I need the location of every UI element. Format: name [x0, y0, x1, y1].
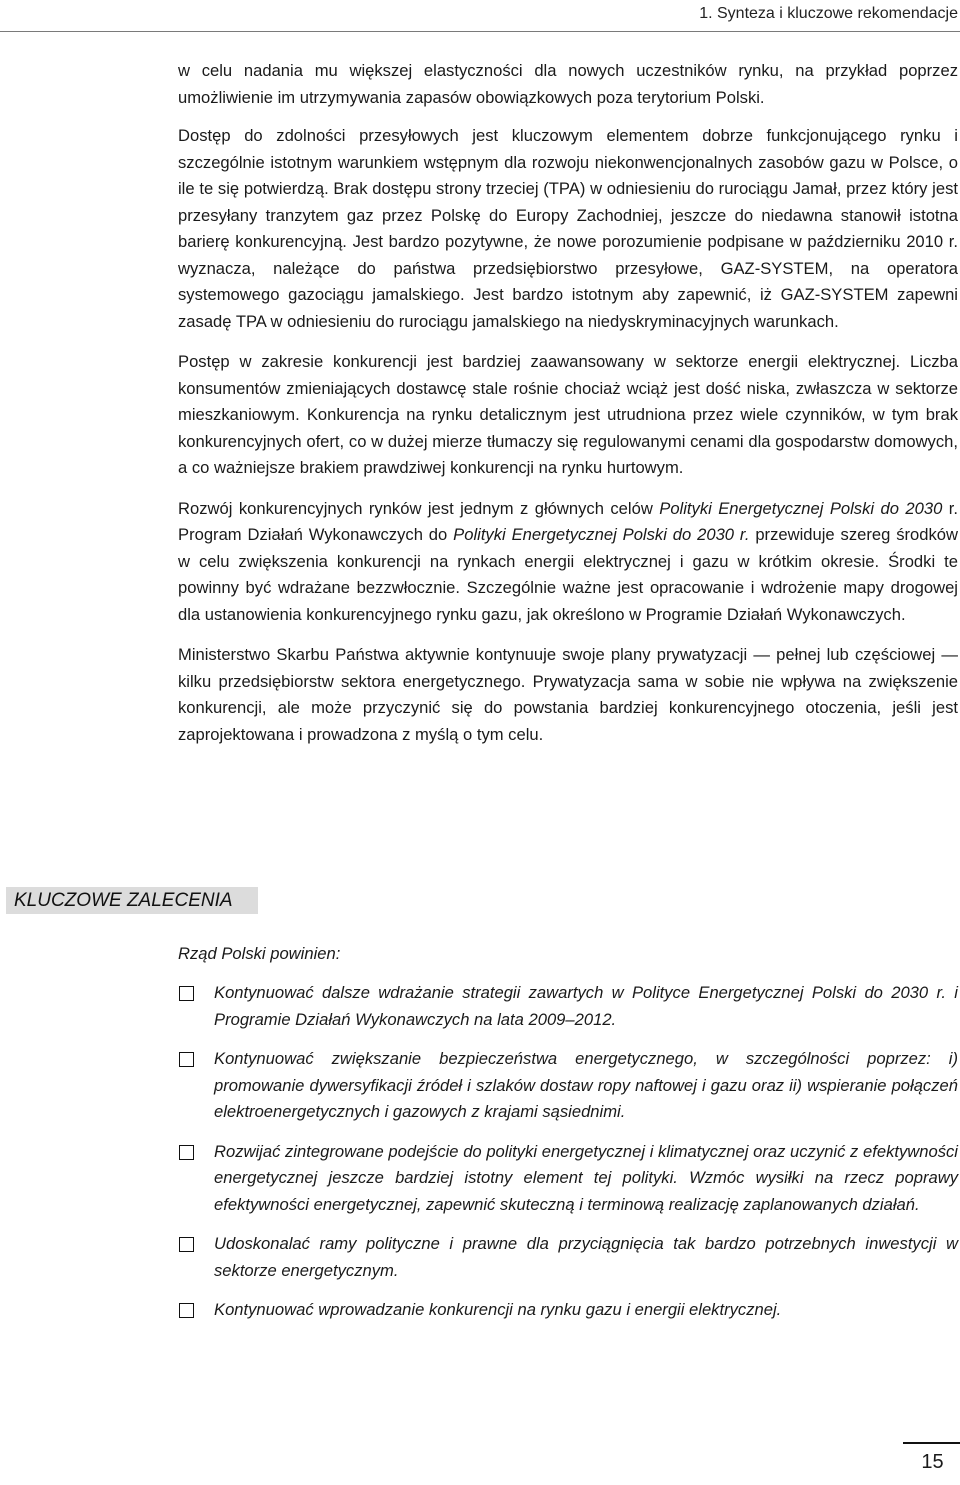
recommendation-text: Udoskonalać ramy polityczne i prawne dla przyciągnięcia tak bardzo potrzebnych inwestycji w sektorze energetycznym.	[214, 1234, 958, 1280]
paragraph-3: Postęp w zakresie konkurencji jest bardziej zaawansowany w sektorze energii elektrycznej. Liczba konsumentów zmieniających dostawcę stale rośnie chociaż wciąż jest dość niska, zwłaszcza w sektorze mieszkaniowym. Konkurencja na rynku detalicznym jest utrudniona przez wiele czynników, w tym brak konkurencyjnych ofert, co w dużej mierze tłumaczy się regulowanymi cenami dla gospodarstw domowych, a co ważniejsze brakiem prawdziwej konkurencji na rynku hurtowym.	[178, 352, 958, 477]
paragraph-4	[178, 496, 958, 629]
paragraph-2: Dostęp do zdolności przesyłowych jest kluczowym elementem dobrze funkcjonującego rynku i szczególnie istotnym warunkiem wstępnym dla rozwoju niekonwencjonalnych zasobów gazu w Polsce, o ile te się potwierdzą. Brak dostępu strony trzeciej (TPA) w odniesieniu do rurociągu Jamał, przez który jest przesyłany tranzytem gaz przez Polskę do Europy Zachodniej, jeszcze do niedawna stanowił istotna barierę konkurencyjną. Jest bardzo pozytywne, że nowe porozumienie podpisane w październiku 2010 r. wyznacza, należące do państwa przedsiębiorstwo przesyłowe, GAZ-SYSTEM, na operatora systemowego gazociągu jamalskiego. Jest bardzo istotnym aby zapewnić, iż GAZ-SYSTEM zapewni zasadę TPA w odniesieniu do rurociągu jamalskiego na niedyskryminacyjnych warunkach.	[178, 126, 958, 331]
paragraph-5: Ministerstwo Skarbu Państwa aktywnie kontynuuje swoje plany prywatyzacji — pełnej lub częściowej — kilku przedsiębiorstw sektora energetycznego. Prywatyzacja sama w sobie nie wpływa na zwiększenie konkurencji, ale może przyczynić się do powstania bardziej konkurencyjnego otoczenia, jeśli jest zaprojektowana i prowadzona z myślą o tym celu.	[178, 645, 958, 744]
recommendation-item	[178, 980, 958, 1033]
recommendation-item	[178, 1139, 958, 1219]
running-header: 1. Synteza i kluczowe rekomendacje	[699, 5, 958, 22]
key-recommendations-label: KLUCZOWE ZALECENIA	[6, 887, 258, 914]
recommendation-item	[178, 1231, 958, 1284]
recommendations-intro: Rząd Polski powinien:	[178, 944, 341, 963]
main-text	[178, 58, 958, 762]
recommendations-list	[178, 980, 958, 1337]
paragraph-1: w celu nadania mu większej elastyczności dla nowych uczestników rynku, na przykład poprzez umożliwienie im utrzymywania zapasów obowiązkowych poza terytorium Polski.	[178, 61, 958, 107]
policy-title-1: Polityki Energetycznej Polski do 2030	[659, 498, 943, 518]
policy-title-2: Polityki Energetycznej Polski do 2030 r.	[453, 525, 750, 544]
checkbox-icon[interactable]	[179, 1145, 194, 1160]
checkbox-icon[interactable]	[179, 1303, 194, 1318]
checkbox-icon[interactable]	[179, 986, 194, 1001]
paragraph-4-text-2: r. Program Działań Wykonawczych do	[178, 498, 958, 544]
checkbox-icon[interactable]	[179, 1237, 194, 1252]
recommendation-text: Kontynuować dalsze wdrażanie strategii zawartych w Polityce Energetycznej Polski do 2030 r. i Programie Działań Wykonawczych na lata 2009–2012.	[214, 983, 958, 1029]
recommendation-item	[178, 1046, 958, 1126]
recommendation-text: Kontynuować wprowadzanie konkurencji na rynku gazu i energii elektrycznej.	[214, 1300, 782, 1319]
recommendation-item	[178, 1297, 958, 1324]
paragraph-4-text-3: przewiduje szereg środków w celu zwiększenia konkurencji na rynkach energii elektrycznej i gazu w krótkim okresie. Środki te powinny być wdrażane bezzwłocznie. Szczególnie ważne jest opracowanie i wdrożenie mapy drogowej dla ustanowienia konkurencyjnego rynku gazu, jak określono w Programie Działań Wykonawczych.	[178, 525, 959, 624]
page-number: 15	[921, 1451, 944, 1473]
recommendation-text: Kontynuować zwiększanie bezpieczeństwa energetycznego, w szczególności poprzez: i) promowanie dywersyfikacji źródeł i szlaków dostaw ropy naftowej i gazu oraz ii) wspieranie połączeń elektroenergetycznych i gazowych z krajami sąsiednimi.	[214, 1049, 958, 1121]
header-divider	[0, 31, 960, 32]
recommendation-text: Rozwijać zintegrowane podejście do polityki energetycznej i klimatycznej oraz uczynić z efektywności energetycznej jeszcze bardziej istotny element tej polityki. Wzmóc wysiłki na rzecz poprawy efektywności energetycznej, zapewnić skuteczną i terminową realizację zaplanowanych działań.	[214, 1141, 958, 1214]
checkbox-icon[interactable]	[179, 1052, 194, 1067]
page-number-block	[903, 1442, 960, 1480]
paragraph-4-text-1: Rozwój konkurencyjnych rynków jest jednym z głównych celów	[178, 498, 660, 518]
